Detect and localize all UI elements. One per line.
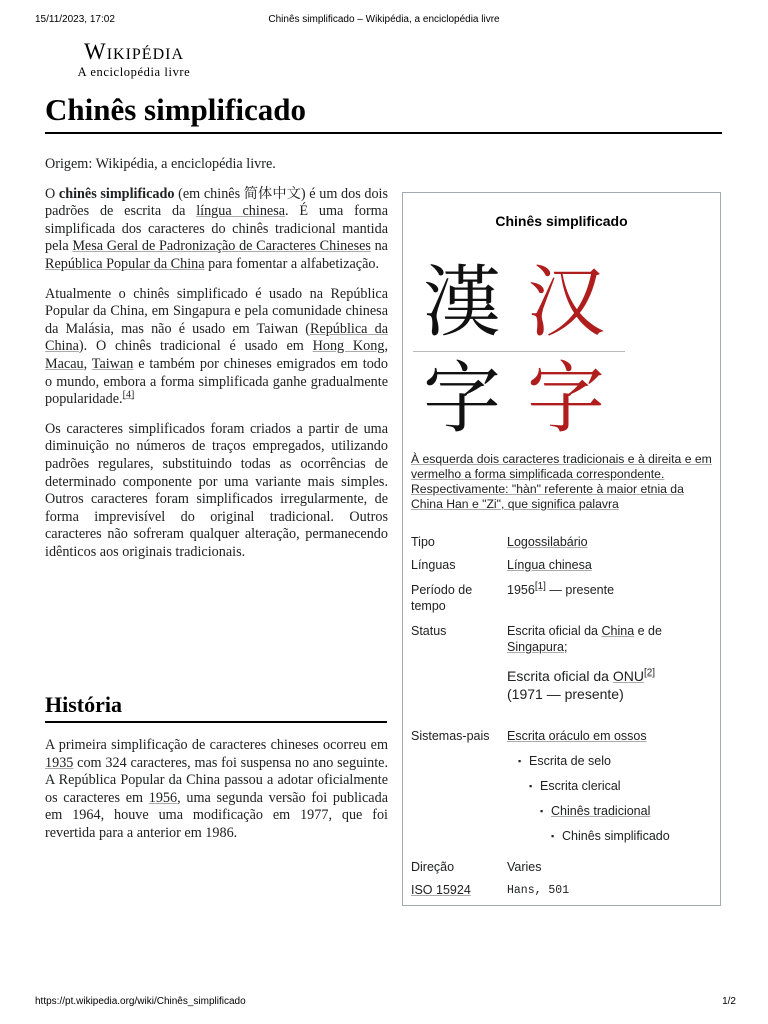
value-direcao: Varies: [507, 860, 542, 874]
origin-line: Origem: Wikipédia, a enciclopédia livre.: [45, 156, 276, 172]
article-body: [45, 156, 388, 573]
wikipedia-logo[interactable]: [64, 40, 204, 80]
link-china[interactable]: China: [601, 624, 635, 638]
value-status: Escrita oficial da China e de Singapura;: [507, 624, 662, 654]
link-iso-15924[interactable]: ISO 15924: [411, 883, 471, 897]
value-linguas: [507, 557, 713, 573]
value-sistemas-pais: [507, 728, 713, 744]
print-page-title: Chinês simplificado – Wikipédia, a enciclopédia livre: [268, 14, 500, 25]
paragraph-intro: O chinês simplificado (em chinês 简体中文) é um dos dois padrões de escrita da língua chinesa. É uma forma simplificada dos caracteres do chinês tradicional mantida pela Mesa Geral de Padronização de Caracteres Chineses na República Popular da China para fomentar a alfabetização.: [45, 185, 389, 272]
link-mesa-geral[interactable]: Mesa Geral de Padronização de Caracteres Chineses: [72, 238, 371, 255]
value-tipo: [507, 534, 713, 550]
list-item-escrita-clerical: ▪ Escrita clerical: [540, 778, 621, 794]
link-escrita-oraculo[interactable]: Escrita oráculo em ossos: [507, 729, 647, 743]
paragraph-history: A primeira simplificação de caracteres chineses ocorreu em 1935 com 324 caracteres, mas foi suspensa no ano seguinte. A República Popular da China passou a adotar oficialmente os caracteres em 1956, uma segunda versão foi publicada em 1964, houve uma modificação em 1977, que foi revertida para a anterior em 1986.: [45, 737, 388, 841]
list-item-chines-tradicional: [551, 803, 650, 819]
link-singapura[interactable]: Singapura: [507, 640, 564, 654]
infobox: [402, 192, 721, 906]
link-macau[interactable]: Macau: [45, 355, 84, 372]
label-status: Status: [411, 624, 447, 638]
infobox-title: Chinês simplificado: [495, 213, 628, 229]
glyph-simp-zi: 字: [527, 354, 606, 444]
value-status-onu: Escrita oficial da ONU[2] (1971 — presente): [507, 667, 656, 702]
value-periodo: 1956[1] — presente: [507, 580, 615, 597]
link-1935[interactable]: 1935: [45, 754, 74, 771]
list-item-chines-simplificado: ▪ Chinês simplificado: [562, 828, 670, 844]
glyph-simp-han: 汉: [527, 258, 606, 348]
glyph-trad-zi: 字: [423, 354, 502, 444]
label-sistemas-pais: Sistemas-pais: [411, 729, 490, 743]
label-linguas: Línguas: [411, 558, 456, 572]
link-chines-tradicional[interactable]: Chinês tradicional: [551, 804, 651, 818]
image-caption: À esquerda dois caracteres tradicionais e à direita e em vermelho a forma simplificada correspondente. Respectivamente: "hàn" referente à maior etnia da China Han e "Zi", que significa palavra: [411, 452, 712, 511]
link-republica-popular[interactable]: República Popular da China: [45, 255, 205, 272]
reference-2[interactable]: [2]: [643, 667, 656, 679]
page-title: Chinês simplificado: [45, 92, 722, 134]
section-historia: História: [45, 692, 387, 723]
link-onu[interactable]: ONU: [612, 668, 644, 684]
print-page-number: 1/2: [722, 996, 736, 1007]
paragraph-method: Os caracteres simplificados foram criados a partir de uma diminuição no números de traços empregados, utilizando padrões regulares, substituindo todas as ocorrências de determinado componente por uma variante mais simples. Outros caracteres foram simplificados irregularmente, de forma imprevisível do original tradicional. Outros caracteres não sofreram qualquer alteração, permanecendo idênticos aos originais tradicionais.: [45, 420, 388, 560]
historia-body: [45, 737, 388, 855]
print-date: 15/11/2023, 17:02: [35, 14, 115, 25]
value-iso: Hans, 501: [507, 884, 570, 897]
label-direcao: Direção: [411, 860, 455, 874]
reference-1[interactable]: [1]: [534, 580, 546, 592]
paragraph-usage: Atualmente o chinês simplificado é usado na República Popular da China, em Singapura e pela comunidade chinesa da Malásia, mas não é usado em Taiwan (República da China). O chinês tradicional é usado em Hong Kong, Macau, Taiwan e também por chineses emigrados em todo o mundo, embora a forma simplificada ganhe gradualmente popularidade.[4]: [45, 285, 389, 408]
label-tipo: Tipo: [411, 535, 435, 549]
print-url: https://pt.wikipedia.org/wiki/Chinês_simplificado: [35, 996, 246, 1007]
logo-wordmark: Wikipédia: [83, 39, 185, 64]
link-republica-da-china[interactable]: República da China: [45, 320, 388, 355]
link-taiwan[interactable]: Taiwan: [91, 355, 134, 372]
link-1956[interactable]: 1956: [148, 789, 178, 806]
link-lingua-chinesa-infobox[interactable]: Língua chinesa: [507, 558, 592, 572]
reference-4[interactable]: [4]: [122, 389, 135, 401]
glyph-divider: [413, 351, 625, 352]
link-hong-kong[interactable]: Hong Kong: [312, 338, 385, 355]
label-periodo: Período de tempo: [411, 583, 473, 613]
glyph-trad-han: 漢: [423, 258, 502, 348]
character-comparison-image[interactable]: [413, 257, 625, 447]
logo-tagline: A enciclopédia livre: [77, 65, 191, 79]
label-iso: [411, 882, 501, 898]
link-logossilabario[interactable]: Logossilabário: [507, 535, 588, 549]
bold-term: chinês simplificado: [58, 185, 175, 202]
list-item-escrita-selo: ▪ Escrita de selo: [529, 753, 611, 769]
link-lingua-chinesa[interactable]: língua chinesa: [196, 203, 286, 220]
